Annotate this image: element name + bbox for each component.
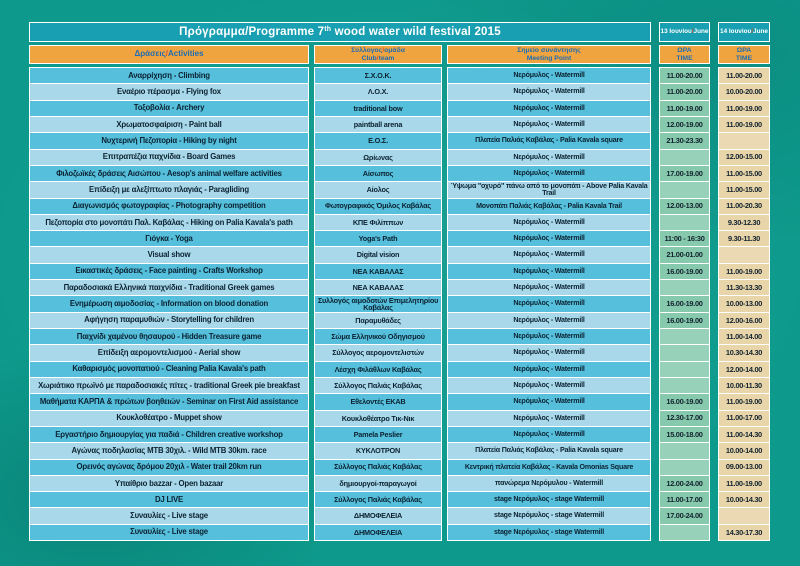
meeting-cell: Νερόμυλος - Watermill bbox=[448, 378, 650, 393]
club-cell: Pamela Peslier bbox=[315, 427, 441, 442]
title-row bbox=[29, 22, 770, 42]
time-13-column bbox=[659, 67, 710, 541]
time-header-english: TIME bbox=[676, 54, 693, 62]
date-english: June bbox=[753, 27, 768, 35]
activity-cell: Εναέριο πέρασμα - Flying fox bbox=[30, 84, 308, 99]
time-14-cell: 12.00-15.00 bbox=[719, 150, 769, 165]
activity-cell: Παιχνίδι χαμένου θησαυρού - Hidden Treasure game bbox=[30, 329, 308, 344]
activity-cell: Εργαστήριο δημιουργίας για παδιά - Children creative workshop bbox=[30, 427, 308, 442]
club-cell: Σώμα Ελληνικού Οδηγισμού bbox=[315, 329, 441, 344]
header-club-greek: Σύλλογος/ομάδα bbox=[351, 47, 405, 55]
activity-cell: Ενημέρωση αιμοδοσίας - Information on blood donation bbox=[30, 296, 308, 311]
time-14-cell: 9.30-12.30 bbox=[719, 215, 769, 230]
time-13-cell bbox=[660, 280, 709, 295]
meeting-cell: Νερόμυλος - Watermill bbox=[448, 427, 650, 442]
date-header-13-june bbox=[659, 22, 710, 42]
club-cell: Αίσωπος bbox=[315, 166, 441, 181]
club-cell: Σύλλογος Παλιάς Καβάλας bbox=[315, 460, 441, 475]
time-14-cell: 11.30-13.30 bbox=[719, 280, 769, 295]
time-13-cell bbox=[660, 150, 709, 165]
club-cell: Σύλλογος Παλιάς Καβάλας bbox=[315, 378, 441, 393]
club-cell: ΝΕΑ ΚΑΒΑΛΑΣ bbox=[315, 280, 441, 295]
meeting-cell: Κεντρική πλατεία Καβάλας - Kavala Omonias Square bbox=[448, 460, 650, 475]
activity-cell: Υπαίθριο bazzar - Open bazaar bbox=[30, 476, 308, 491]
club-cell: δημιουργοί-παραγωγοί bbox=[315, 476, 441, 491]
date-greek: Ιουνίου bbox=[728, 27, 752, 35]
club-column bbox=[314, 67, 442, 541]
time-14-cell: 10.00-13.00 bbox=[719, 296, 769, 311]
time-13-cell: 11.00-20.00 bbox=[660, 84, 709, 99]
club-cell: Φωτογραφικός Όμιλος Καβάλας bbox=[315, 199, 441, 214]
time-13-cell bbox=[660, 443, 709, 458]
time-14-cell: 10.00-11.30 bbox=[719, 378, 769, 393]
activity-cell: Γιόγκα - Yoga bbox=[30, 231, 308, 246]
slash: / bbox=[691, 27, 694, 35]
time-14-cell: 10.00-14.30 bbox=[719, 492, 769, 507]
column-header-club bbox=[314, 45, 442, 64]
column-header-activities bbox=[29, 45, 309, 64]
header-activities-greek: Δράσεις bbox=[134, 49, 166, 59]
meeting-cell: stage Νερόμυλος - stage Watermill bbox=[448, 508, 650, 523]
activity-cell: Ορεινός αγώνας δρόμου 20χιλ - Water trail 20km run bbox=[30, 460, 308, 475]
time-13-cell: 16.00-19.00 bbox=[660, 313, 709, 328]
time-13-cell bbox=[660, 182, 709, 197]
time-13-cell bbox=[660, 460, 709, 475]
club-cell: Σύλλογος Παλιάς Καβάλας bbox=[315, 492, 441, 507]
club-cell: Σύλλογος αερομοντελιστών bbox=[315, 345, 441, 360]
time-14-cell: 12.00-16.00 bbox=[719, 313, 769, 328]
meeting-cell: Νερόμυλος - Watermill bbox=[448, 231, 650, 246]
meeting-cell: stage Νερόμυλος - stage Watermill bbox=[448, 525, 650, 540]
date-greek: Ιουνίου bbox=[669, 27, 692, 35]
time-13-cell: 12.00-24.00 bbox=[660, 476, 709, 491]
meeting-cell: Μονοπάτι Παλιάς Καβάλας - Palia Kavala Trail bbox=[448, 199, 650, 214]
meeting-cell: Νερόμυλος - Watermill bbox=[448, 345, 650, 360]
time-14-cell: 11.00-19.00 bbox=[719, 264, 769, 279]
meeting-cell: Νερόμυλος - Watermill bbox=[448, 280, 650, 295]
header-activities-english: Activities bbox=[167, 49, 204, 59]
time-13-cell: 16.00-19.00 bbox=[660, 394, 709, 409]
time-14-column bbox=[718, 67, 770, 541]
time-header-greek: ΩΡΑ bbox=[677, 47, 692, 55]
club-cell: Λέσχη Φιλάθλων Καβάλας bbox=[315, 362, 441, 377]
activity-cell: Μαθήματα ΚΑΡΠΑ & πρώτων βοηθειών - Seminar on First Aid assistance bbox=[30, 394, 308, 409]
time-13-cell: 15.00-18.00 bbox=[660, 427, 709, 442]
title-bar bbox=[29, 22, 651, 42]
time-14-cell: 11.00-15.00 bbox=[719, 182, 769, 197]
meeting-cell: Νερόμυλος - Watermill bbox=[448, 411, 650, 426]
club-cell: ΚΥΚΛΟΤΡΟΝ bbox=[315, 443, 441, 458]
activity-cell: Επίδειξη με αλεξίπτωτο πλαγιάς - Paragliding bbox=[30, 182, 308, 197]
club-cell: Κουκλοθέατρο Τικ-Νικ bbox=[315, 411, 441, 426]
activity-cell: Αναρρίχηση - Climbing bbox=[30, 68, 308, 83]
meeting-cell: Πλατεία Παλιάς Καβάλας - Palia Kavala square bbox=[448, 443, 650, 458]
time-header-14 bbox=[718, 45, 770, 64]
activity-cell: Χρωματοσφαίριση - Paint ball bbox=[30, 117, 308, 132]
time-14-cell: 09.00-13.00 bbox=[719, 460, 769, 475]
club-cell: Παραμυθάδες bbox=[315, 313, 441, 328]
time-14-cell: 11.00-19.00 bbox=[719, 117, 769, 132]
time-14-cell bbox=[719, 247, 769, 262]
activity-cell: Παραδοσιακά Ελληνικά παιχνίδια - Traditional Greek games bbox=[30, 280, 308, 295]
column-header-row bbox=[29, 45, 770, 64]
date-number: 14 bbox=[720, 27, 728, 35]
meeting-column bbox=[447, 67, 651, 541]
activity-cell: Διαγωνισμός φωτογραφίας - Photography competition bbox=[30, 199, 308, 214]
club-cell: traditional bow bbox=[315, 101, 441, 116]
club-cell: Digital vision bbox=[315, 247, 441, 262]
meeting-cell: Νερόμυλος - Watermill bbox=[448, 215, 650, 230]
column-header-meeting bbox=[447, 45, 651, 64]
club-cell: Αίολος bbox=[315, 182, 441, 197]
meeting-cell: Νερόμυλος - Watermill bbox=[448, 117, 650, 132]
time-14-cell: 11.00-20.00 bbox=[719, 68, 769, 83]
meeting-cell: Νερόμυλος - Watermill bbox=[448, 362, 650, 377]
time-13-cell bbox=[660, 329, 709, 344]
time-header-greek: ΩΡΑ bbox=[736, 47, 752, 55]
activities-column bbox=[29, 67, 309, 541]
meeting-cell: Νερόμυλος - Watermill bbox=[448, 166, 650, 181]
meeting-cell: stage Νερόμυλος - stage Watermill bbox=[448, 492, 650, 507]
club-cell: Ωρίωνας bbox=[315, 150, 441, 165]
meeting-cell: Νερόμυλος - Watermill bbox=[448, 313, 650, 328]
time-header-english: TIME bbox=[735, 54, 753, 62]
time-13-cell: 16.00-19.00 bbox=[660, 264, 709, 279]
meeting-cell: Νερόμυλος - Watermill bbox=[448, 101, 650, 116]
time-13-cell: 11.00-19.00 bbox=[660, 101, 709, 116]
date-number: 13 bbox=[660, 27, 668, 35]
time-13-cell: 17.00-19.00 bbox=[660, 166, 709, 181]
activity-cell: Πεζοπορία στο μονοπάτι Παλ. Καβάλας - Hiking on Palia Kavala's path bbox=[30, 215, 308, 230]
activity-cell: Καθαρισμός μονοπατιού - Cleaning Palia Kavala's path bbox=[30, 362, 308, 377]
club-cell: ΚΠΕ Φιλίππων bbox=[315, 215, 441, 230]
meeting-cell: Νερόμυλος - Watermill bbox=[448, 264, 650, 279]
date-header-14-june bbox=[718, 22, 770, 42]
time-14-cell bbox=[719, 508, 769, 523]
activity-cell: Χωριάτικο πρωϊνό με παραδοσιακές πίτες - traditional Greek pie breakfast bbox=[30, 378, 308, 393]
activity-cell: Νυχτερινή Πεζοπορία - Hiking by night bbox=[30, 133, 308, 148]
time-13-cell: 12.00-13.00 bbox=[660, 199, 709, 214]
time-14-cell: 11.00-14.00 bbox=[719, 329, 769, 344]
meeting-cell: Νερόμυλος - Watermill bbox=[448, 68, 650, 83]
meeting-cell: Ύψωμα "οχυρό" πάνω από το μονοπάτι - Above Palia Kavala Trail bbox=[448, 182, 650, 197]
header-meeting-greek: Σημείο συνάντησης bbox=[517, 47, 581, 55]
time-13-cell: 17.00-24.00 bbox=[660, 508, 709, 523]
club-cell: ΔΗΜΟΦΕΛΕΙΑ bbox=[315, 525, 441, 540]
club-cell: Συλλογός αιμοδοτών Επιμελητηρίου Καβάλας bbox=[315, 296, 441, 311]
club-cell: ΔΗΜΟΦΕΛΕΙΑ bbox=[315, 508, 441, 523]
time-13-cell bbox=[660, 378, 709, 393]
meeting-cell: Νερόμυλος - Watermill bbox=[448, 394, 650, 409]
time-14-cell: 11.00-19.00 bbox=[719, 101, 769, 116]
time-14-cell: 10.00-20.00 bbox=[719, 84, 769, 99]
time-13-cell bbox=[660, 525, 709, 540]
club-cell: Λ.Ο.Χ. bbox=[315, 84, 441, 99]
time-13-cell: 12.00-19.00 bbox=[660, 117, 709, 132]
time-13-cell: 11:00 - 16:30 bbox=[660, 231, 709, 246]
meeting-cell: Νερόμυλος - Watermill bbox=[448, 296, 650, 311]
activity-cell: Τοξοβολία - Archery bbox=[30, 101, 308, 116]
page-title: Πρόγραμμα/Programme 7th wood water wild festival 2015 bbox=[179, 26, 501, 38]
table-body bbox=[29, 67, 770, 541]
time-14-cell: 12.00-14.00 bbox=[719, 362, 769, 377]
club-cell: Yoga's Path bbox=[315, 231, 441, 246]
club-cell: Εθελοντές ΕΚΑΒ bbox=[315, 394, 441, 409]
time-13-cell: 12.30-17.00 bbox=[660, 411, 709, 426]
time-14-cell: 11.00-14.30 bbox=[719, 427, 769, 442]
club-cell: Σ.Χ.Ο.Κ. bbox=[315, 68, 441, 83]
time-14-cell: 11.00-20.30 bbox=[719, 199, 769, 214]
activity-cell: Εικαστικές δράσεις - Face painting - Crafts Workshop bbox=[30, 264, 308, 279]
header-meeting-english: Meeting Point bbox=[526, 54, 572, 62]
activity-cell: Συναυλίες - Live stage bbox=[30, 525, 308, 540]
activity-cell: Φιλοζωϊκές δράσεις Αισώπου - Aesop's animal welfare activities bbox=[30, 166, 308, 181]
time-13-cell bbox=[660, 362, 709, 377]
time-14-cell: 11.00-17.00 bbox=[719, 411, 769, 426]
meeting-cell: Νερόμυλος - Watermill bbox=[448, 329, 650, 344]
meeting-cell: Πλατεία Παλιάς Καβάλας - Palia Kavala square bbox=[448, 133, 650, 148]
time-14-cell: 14.30-17.30 bbox=[719, 525, 769, 540]
time-14-cell: 11.00-19.00 bbox=[719, 394, 769, 409]
club-cell: Ε.Ο.Σ. bbox=[315, 133, 441, 148]
time-14-cell: 10.30-14.30 bbox=[719, 345, 769, 360]
activity-cell: DJ LIVE bbox=[30, 492, 308, 507]
time-13-cell: 16.00-19.00 bbox=[660, 296, 709, 311]
time-13-cell bbox=[660, 215, 709, 230]
meeting-cell: Νερόμυλος - Watermill bbox=[448, 150, 650, 165]
time-14-cell: 9.30-11.30 bbox=[719, 231, 769, 246]
time-13-cell: 11.00-20.00 bbox=[660, 68, 709, 83]
slash: / bbox=[165, 49, 168, 59]
activity-cell: Επίδειξη αερομοντελισμού - Aerial show bbox=[30, 345, 308, 360]
time-13-cell: 21.30-23.30 bbox=[660, 133, 709, 148]
activity-cell: Αφήγηση παραμυθιών - Storytelling for children bbox=[30, 313, 308, 328]
time-13-cell: 11.00-17.00 bbox=[660, 492, 709, 507]
time-13-cell: 21.00-01.00 bbox=[660, 247, 709, 262]
meeting-cell: Νερόμυλος - Watermill bbox=[448, 247, 650, 262]
slash: / bbox=[751, 27, 754, 35]
time-14-cell bbox=[719, 133, 769, 148]
activity-cell: Συναυλίες - Live stage bbox=[30, 508, 308, 523]
time-header-13 bbox=[659, 45, 710, 64]
club-cell: paintball arena bbox=[315, 117, 441, 132]
activity-cell: Αγώνας ποδηλασίας ΜΤΒ 30χιλ. - Wild MTB 30km. race bbox=[30, 443, 308, 458]
time-14-cell: 10.00-14.00 bbox=[719, 443, 769, 458]
time-14-cell: 11.00-15.00 bbox=[719, 166, 769, 181]
time-13-cell bbox=[660, 345, 709, 360]
activity-cell: Κουκλοθέατρο - Muppet show bbox=[30, 411, 308, 426]
activity-cell: Visual show bbox=[30, 247, 308, 262]
date-english: June bbox=[693, 27, 709, 35]
club-cell: ΝΕΑ ΚΑΒΑΛΑΣ bbox=[315, 264, 441, 279]
meeting-cell: Νερόμυλος - Watermill bbox=[448, 84, 650, 99]
meeting-cell: πανώρεμα Νερόμυλου - Watermill bbox=[448, 476, 650, 491]
program-table bbox=[29, 22, 770, 541]
time-14-cell: 11.00-19.00 bbox=[719, 476, 769, 491]
activity-cell: Επιτραπέζια παχνίδια - Board Games bbox=[30, 150, 308, 165]
header-club-english: Club/team bbox=[361, 54, 395, 62]
